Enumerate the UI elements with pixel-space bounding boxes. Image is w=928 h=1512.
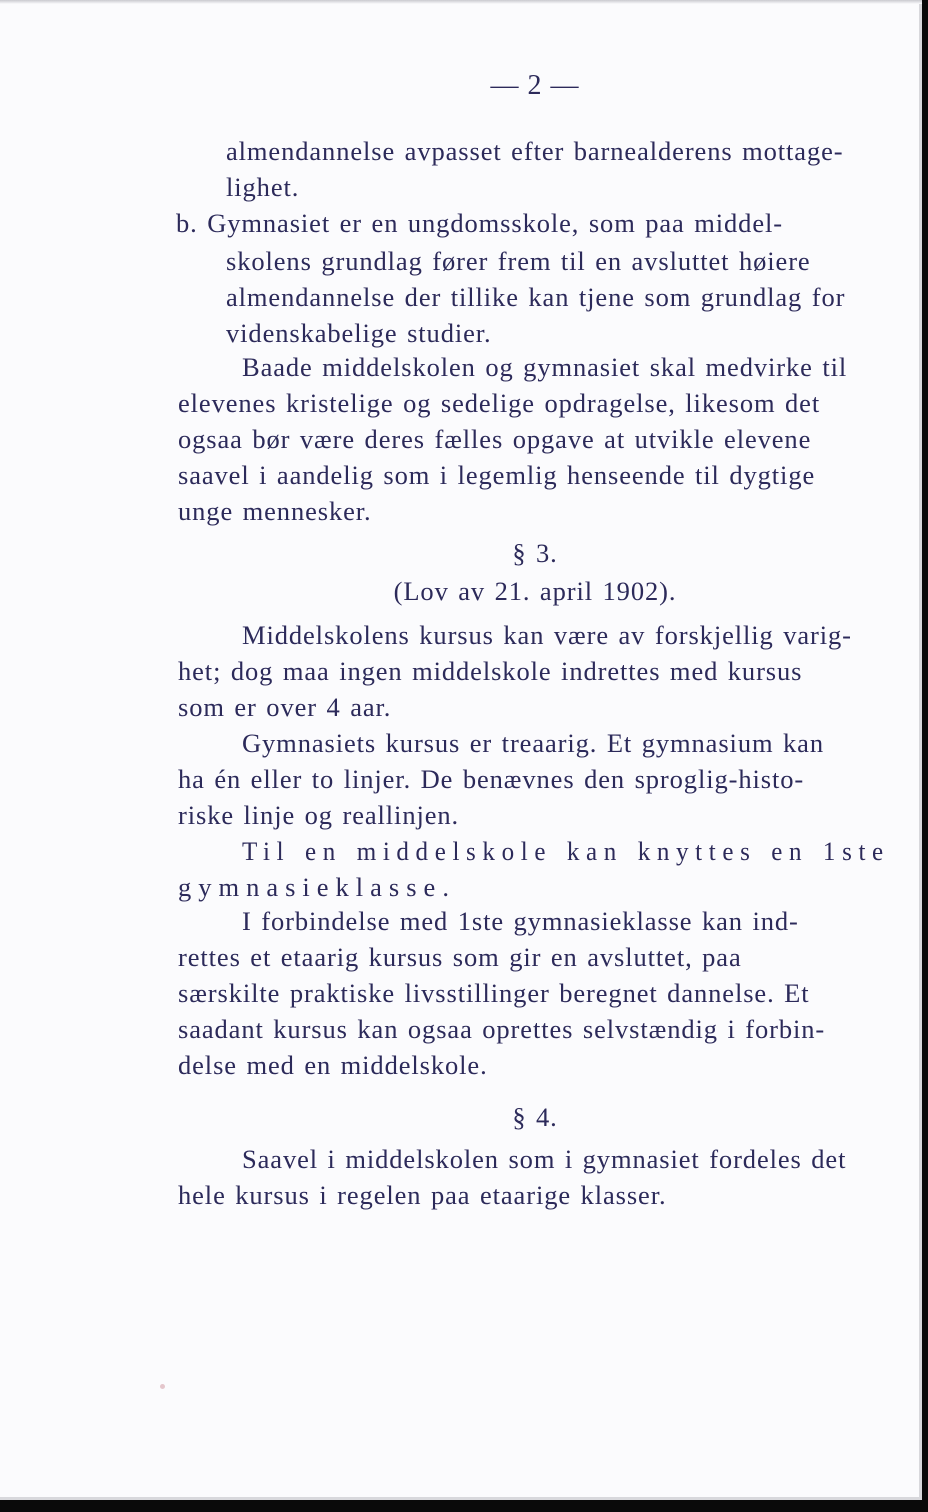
section-heading: § 3. xyxy=(512,538,558,568)
list-marker-b: b. Gymnasiet er en ungdomsskole, som paa middel- xyxy=(176,208,783,238)
text-line: videnskabelige studier. xyxy=(226,318,492,348)
paragraph-first-line: Middelskolens kursus kan være av forskjellig varig- xyxy=(242,620,852,650)
paragraph-first-line: Saavel i middelskolen som i gymnasiet fordeles det xyxy=(242,1144,847,1174)
paragraph-first-line: Baade middelskolen og gymnasiet skal medvirke til xyxy=(242,352,848,382)
text-line: almendannelse der tillike kan tjene som grundlag for xyxy=(226,282,846,312)
paragraph-first-line: Gymnasiets kursus er treaarig. Et gymnasium kan xyxy=(242,728,824,758)
page-edge xyxy=(0,0,922,4)
text-line: ha én eller to linjer. De benævnes den sproglig-histo- xyxy=(178,764,805,794)
text-line: saadant kursus kan ogsaa oprettes selvstændig i forbin- xyxy=(178,1014,826,1044)
text-line: het; dog maa ingen middelskole indrettes med kursus xyxy=(178,656,803,686)
text-line xyxy=(176,208,890,239)
text-line: lighet. xyxy=(226,172,300,202)
text-line: almendannelse avpasset efter barnealderens mottage- xyxy=(226,136,844,166)
text-line: riske linje og reallinjen. xyxy=(178,800,460,830)
text-line: elevenes kristelige og sedelige opdragelse, likesom det xyxy=(178,388,821,418)
text-line: delse med en middelskole. xyxy=(178,1050,488,1080)
text-line: unge mennesker. xyxy=(178,496,372,526)
page-number: — 2 — xyxy=(490,70,580,101)
text-line: ogsaa bør være deres fælles opgave at utvikle elevene xyxy=(178,424,812,454)
text-line: gymnasieklasse. xyxy=(178,872,456,902)
text-line: saavel i aandelig som i legemlig henseende til dygtige xyxy=(178,460,816,490)
section-subheading: (Lov av 21. april 1902). xyxy=(393,576,677,606)
text-line: skolens grundlag fører frem til en avsluttet høiere xyxy=(226,246,811,276)
paragraph-first-line: Til en middelskole kan knyttes en 1ste xyxy=(242,836,890,866)
text-line: som er over 4 aar. xyxy=(178,692,392,722)
text-line: rettes et etaarig kursus som gir en avsluttet, paa xyxy=(178,942,742,972)
text-line: særskilte praktiske livsstillinger beregnet dannelse. Et xyxy=(178,978,810,1008)
paragraph-first-line: I forbindelse med 1ste gymnasieklasse kan ind- xyxy=(242,906,799,936)
text-line: hele kursus i regelen paa etaarige klasser. xyxy=(178,1180,667,1210)
section-heading: § 4. xyxy=(512,1102,558,1132)
ink-speck xyxy=(160,1384,165,1389)
